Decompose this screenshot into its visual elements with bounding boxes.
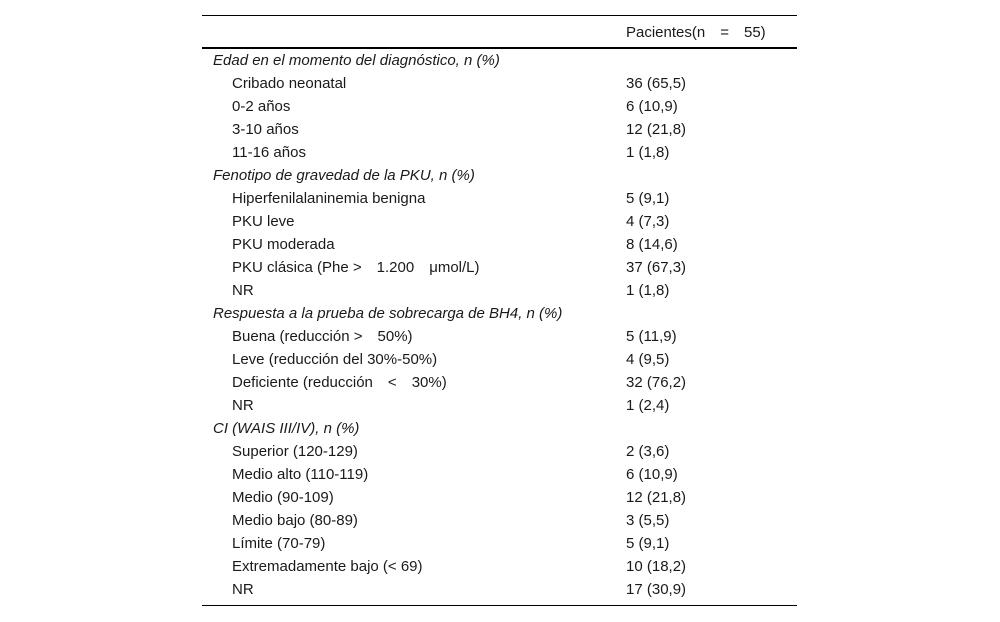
- row-label: Medio (90-109): [232, 489, 334, 506]
- table-row: [202, 279, 797, 302]
- table-row: [202, 233, 797, 256]
- section-title: Respuesta a la prueba de sobrecarga de BH4, n (%): [213, 305, 563, 322]
- row-value: 4 (7,3): [626, 213, 670, 230]
- table-row: [202, 555, 797, 578]
- row-label: Medio bajo (80-89): [232, 512, 358, 529]
- row-value: 1 (1,8): [626, 282, 670, 299]
- table-row: [202, 72, 797, 95]
- row-label: Cribado neonatal: [232, 75, 347, 92]
- table-header-row: [202, 16, 797, 47]
- section-header-row: [202, 164, 797, 187]
- row-label: Leve (reducción del 30%-50%): [232, 351, 438, 368]
- table-row: [202, 187, 797, 210]
- table-row: [202, 463, 797, 486]
- row-value: 12 (21,8): [626, 121, 687, 138]
- row-value: 32 (76,2): [626, 374, 687, 391]
- data-table: [202, 15, 797, 606]
- table-row: [202, 578, 797, 601]
- section-header-row: [202, 417, 797, 440]
- table-bottom-rule: [202, 605, 797, 606]
- row-value: 12 (21,8): [626, 489, 687, 506]
- row-label: 11-16 años: [232, 144, 306, 161]
- row-label: PKU moderada: [232, 236, 335, 253]
- row-value: 5 (11,9): [626, 328, 677, 345]
- row-label: Deficiente (reducción < 30%): [232, 374, 447, 391]
- table-body: [202, 49, 797, 605]
- row-label: NR: [232, 581, 254, 598]
- row-value: 2 (3,6): [626, 443, 670, 460]
- table-row: [202, 256, 797, 279]
- row-value: 4 (9,5): [626, 351, 670, 368]
- section-header-row: [202, 302, 797, 325]
- row-value: 5 (9,1): [626, 535, 670, 552]
- row-label: NR: [232, 397, 254, 414]
- row-value: 36 (65,5): [626, 75, 687, 92]
- section-title: Fenotipo de gravedad de la PKU, n (%): [213, 167, 475, 184]
- column-header-pacientes: Pacientes(n = 55): [626, 24, 766, 41]
- row-label: Límite (70-79): [232, 535, 326, 552]
- row-value: 37 (67,3): [626, 259, 687, 276]
- row-value: 8 (14,6): [626, 236, 678, 253]
- table-row: [202, 486, 797, 509]
- row-label: Superior (120-129): [232, 443, 358, 460]
- table-row: [202, 440, 797, 463]
- table-row: [202, 348, 797, 371]
- table-row: [202, 118, 797, 141]
- row-value: 1 (1,8): [626, 144, 670, 161]
- section-title: CI (WAIS III/IV), n (%): [213, 420, 360, 437]
- table-row: [202, 95, 797, 118]
- row-value: 3 (5,5): [626, 512, 670, 529]
- table-row: [202, 325, 797, 348]
- table-row: [202, 210, 797, 233]
- row-label: Medio alto (110-119): [232, 466, 369, 483]
- row-value: 17 (30,9): [626, 581, 687, 598]
- table-row: [202, 371, 797, 394]
- row-label: Buena (reducción > 50%): [232, 328, 413, 345]
- row-label: 0-2 años: [232, 98, 291, 115]
- row-value: 1 (2,4): [626, 397, 670, 414]
- table-row: [202, 394, 797, 417]
- row-label: PKU leve: [232, 213, 295, 230]
- row-label: PKU clásica (Phe > 1.200 μmol/L): [232, 259, 480, 276]
- table-row: [202, 141, 797, 164]
- row-label: Hiperfenilalaninemia benigna: [232, 190, 426, 207]
- table-row: [202, 509, 797, 532]
- row-label: 3-10 años: [232, 121, 299, 138]
- row-value: 5 (9,1): [626, 190, 670, 207]
- row-value: 10 (18,2): [626, 558, 687, 575]
- section-header-row: [202, 49, 797, 72]
- row-label: NR: [232, 282, 254, 299]
- section-title: Edad en el momento del diagnóstico, n (%): [213, 52, 500, 69]
- row-value: 6 (10,9): [626, 466, 678, 483]
- row-value: 6 (10,9): [626, 98, 678, 115]
- table-row: [202, 532, 797, 555]
- row-label: Extremadamente bajo (< 69): [232, 558, 423, 575]
